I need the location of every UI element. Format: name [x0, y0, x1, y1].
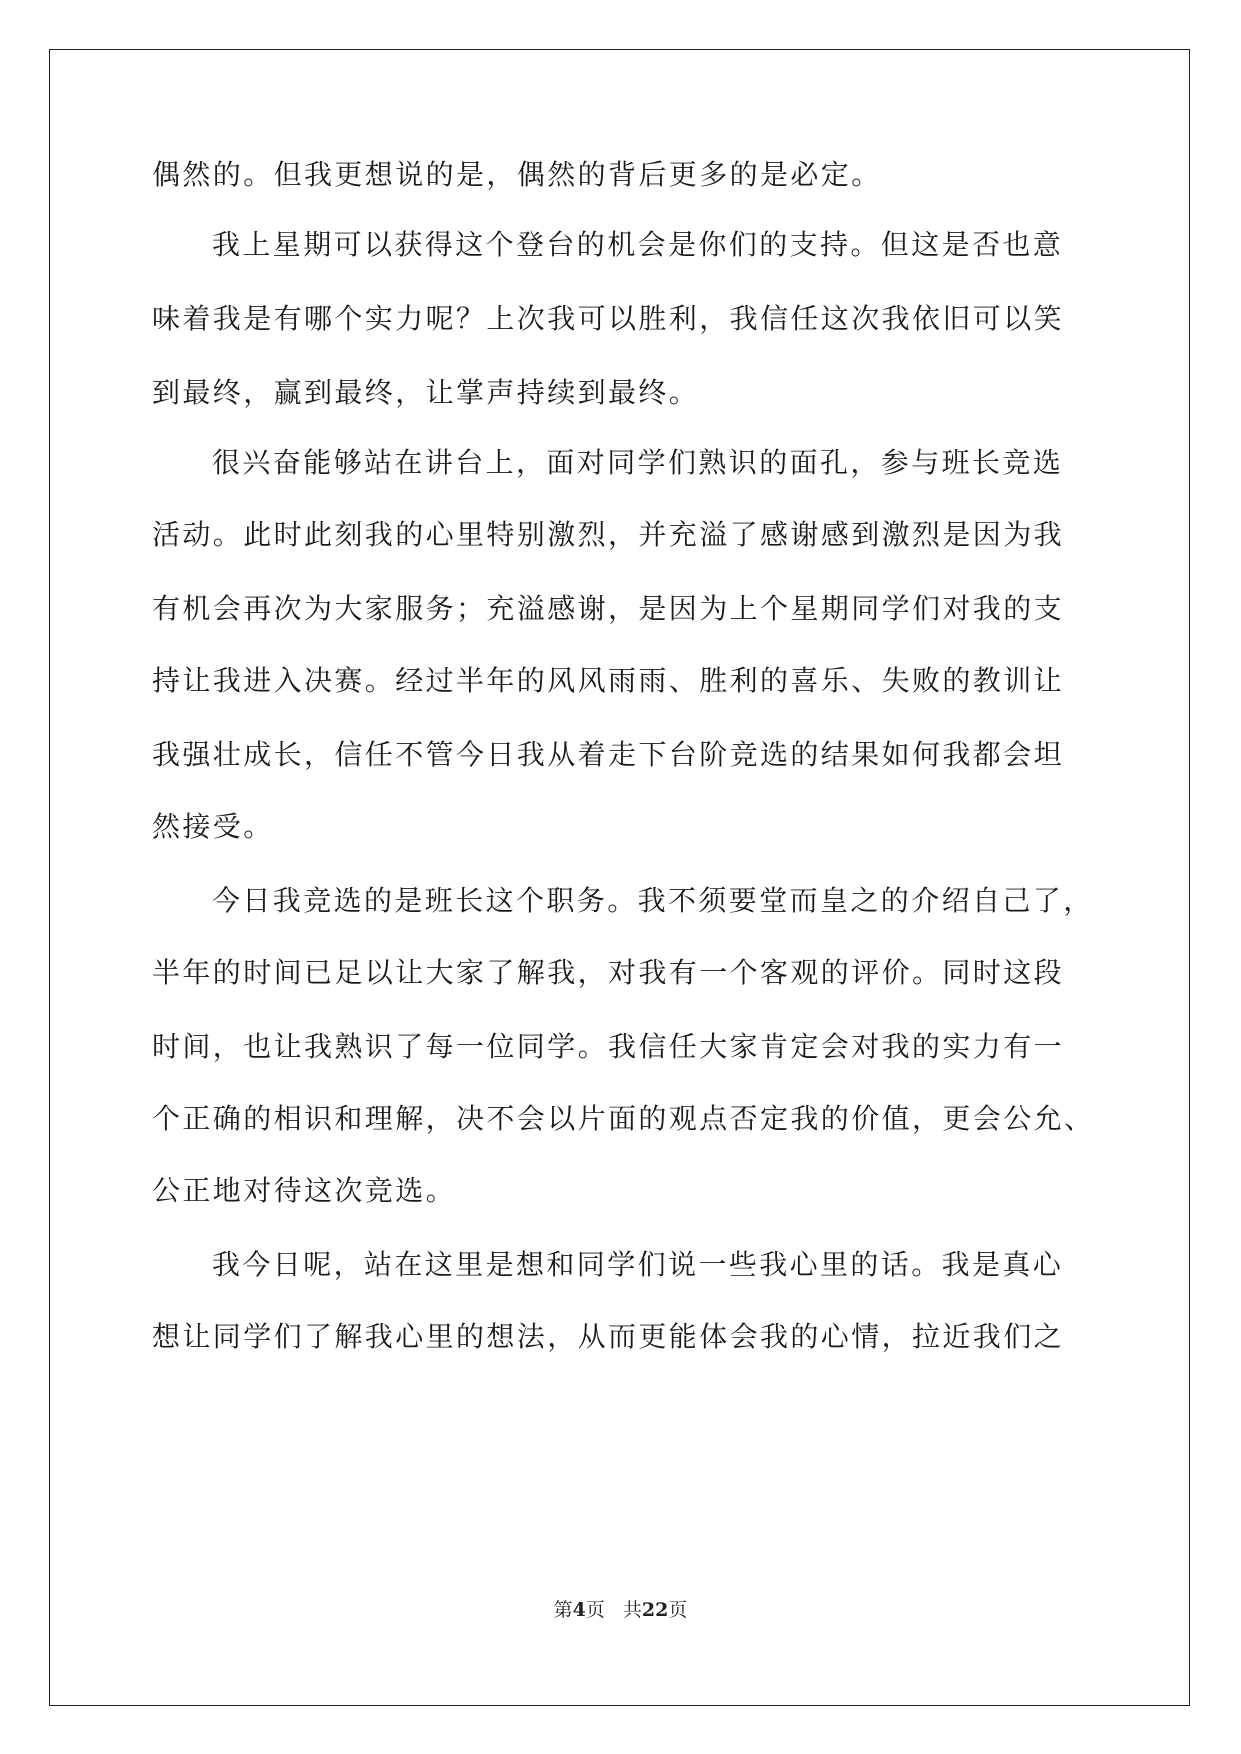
text-line: 公正地对待这次竞选。 — [152, 1174, 457, 1207]
total-prefix: 共 — [622, 1599, 642, 1621]
text-line: 时间，也让我熟识了每一位同学。我信任大家肯定会对我的实力有一 — [152, 1030, 1065, 1063]
paragraph-first-line: 很兴奋能够站在讲台上，面对同学们熟识的面孔，参与班长竞选 — [212, 446, 1064, 479]
paragraph-first-line: 我上星期可以获得这个登台的机会是你们的支持。但这是否也意 — [212, 228, 1064, 261]
page-suffix: 页 — [585, 1599, 605, 1621]
page-footer — [0, 1598, 1241, 1622]
text-line: 到最终，赢到最终，让掌声持续到最终。 — [152, 376, 700, 409]
page-number: 4 — [572, 1599, 586, 1621]
text-line: 偶然的。但我更想说的是，偶然的背后更多的是必定。 — [152, 158, 882, 191]
total-pages: 22 — [641, 1599, 669, 1621]
paragraph-first-line: 我今日呢，站在这里是想和同学们说一些我心里的话。我是真心 — [212, 1248, 1064, 1281]
text-line: 持让我进入决赛。经过半年的风风雨雨、胜利的喜乐、失败的教训让 — [152, 664, 1065, 697]
text-line: 味着我是有哪个实力呢？上次我可以胜利，我信任这次我依旧可以笑 — [152, 302, 1065, 335]
text-line: 半年的时间已足以让大家了解我，对我有一个客观的评价。同时这段 — [152, 956, 1065, 989]
text-line: 个正确的相识和理解，决不会以片面的观点否定我的价值，更会公允、 — [152, 1102, 1095, 1135]
text-line: 想让同学们了解我心里的想法，从而更能体会我的心情，拉近我们之 — [152, 1320, 1065, 1353]
total-suffix: 页 — [668, 1599, 688, 1621]
text-line: 我强壮成长，信任不管今日我从着走下台阶竞选的结果如何我都会坦 — [152, 738, 1065, 771]
page-border — [49, 49, 1190, 1706]
text-line: 活动。此时此刻我的心里特别激烈，并充溢了感谢感到激烈是因为我 — [152, 518, 1065, 551]
text-line: 然接受。 — [152, 810, 274, 843]
page-prefix: 第 — [553, 1599, 573, 1621]
text-line: 有机会再次为大家服务；充溢感谢，是因为上个星期同学们对我的支 — [152, 592, 1065, 625]
paragraph-first-line: 今日我竞选的是班长这个职务。我不须要堂而皇之的介绍自己了， — [212, 884, 1094, 917]
